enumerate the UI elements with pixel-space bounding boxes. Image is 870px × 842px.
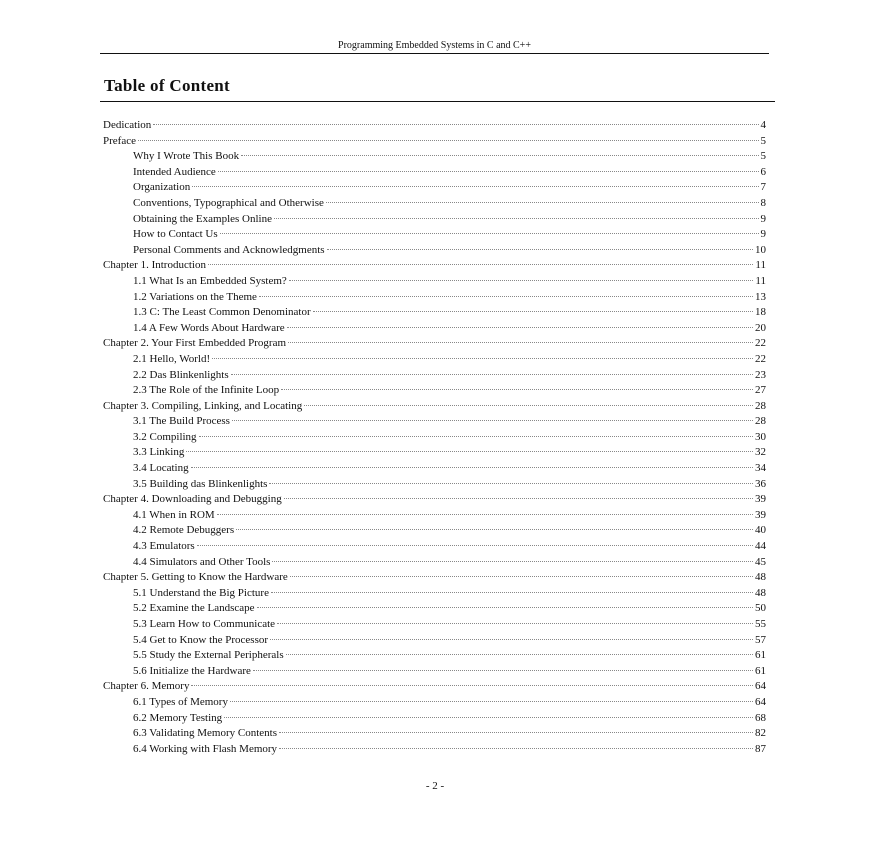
dot-leader (271, 592, 753, 593)
toc-entry[interactable] (103, 477, 766, 493)
dot-leader (212, 358, 753, 359)
toc-entry-label: 5.4 Get to Know the Processor (133, 633, 269, 646)
toc-entry[interactable] (103, 290, 766, 306)
toc-entry[interactable] (103, 586, 766, 602)
toc-entry[interactable] (103, 617, 766, 633)
toc-entry-label: 3.1 The Build Process (133, 415, 230, 428)
dot-leader (272, 561, 753, 562)
dot-leader (236, 529, 753, 530)
toc-entry-page: 20 (755, 321, 766, 334)
dot-leader (186, 451, 753, 452)
toc-entry[interactable] (103, 523, 766, 539)
toc-entry-page: 8 (760, 196, 766, 209)
toc-entry-page: 61 (755, 649, 766, 662)
toc-entry-page: 39 (755, 493, 766, 506)
toc-entry[interactable] (103, 258, 766, 274)
toc-entry[interactable] (103, 321, 766, 337)
dot-leader (230, 701, 753, 702)
dot-leader (304, 405, 753, 406)
toc-entry-page: 34 (755, 462, 766, 475)
dot-leader (220, 233, 759, 234)
toc-entry-label: Conventions, Typographical and Otherwise (133, 196, 324, 209)
toc-entry[interactable] (103, 305, 766, 321)
dot-leader (153, 124, 758, 125)
toc-entry-label: Why I Wrote This Book (133, 150, 240, 163)
dot-leader (289, 280, 754, 281)
toc-entry[interactable] (103, 274, 766, 290)
toc-entry-page: 50 (755, 602, 766, 615)
toc-entry-page: 10 (755, 243, 766, 256)
dot-leader (279, 748, 753, 749)
toc-entry[interactable] (103, 633, 766, 649)
toc-entry-page: 5 (760, 134, 766, 147)
toc-entry[interactable] (103, 648, 766, 664)
toc-entry-label: 1.3 C: The Least Common Denominator (133, 306, 311, 319)
toc-entry-label: 3.5 Building das Blinkenlights (133, 477, 268, 490)
toc-entry-label: Dedication (103, 119, 152, 131)
toc-entry-page: 9 (760, 212, 766, 225)
dot-leader (199, 436, 753, 437)
toc-entry-page: 9 (760, 228, 766, 241)
toc-entry[interactable] (103, 212, 766, 228)
toc-entry-label: How to Contact Us (133, 228, 218, 241)
toc-entry-label: Chapter 3. Compiling, Linking, and Locating (103, 399, 303, 412)
toc-entry[interactable] (103, 118, 766, 134)
toc-entry[interactable] (103, 492, 766, 508)
dot-leader (232, 420, 753, 421)
toc-entry[interactable] (103, 336, 766, 352)
dot-leader (231, 374, 753, 375)
toc-entry-label: 4.1 When in ROM (133, 508, 215, 521)
header-rule (100, 53, 769, 54)
toc-entry-label: Personal Comments and Acknowledgments (133, 243, 325, 256)
toc-entry-label: 2.3 The Role of the Infinite Loop (133, 384, 280, 397)
toc-entry-page: 36 (755, 477, 766, 490)
toc-entry[interactable] (103, 445, 766, 461)
dot-leader (197, 545, 753, 546)
toc-entry[interactable] (103, 679, 766, 695)
toc-entry-label: 5.2 Examine the Landscape (133, 602, 255, 615)
toc-entry[interactable] (103, 180, 766, 196)
dot-leader (290, 576, 753, 577)
dot-leader (281, 389, 753, 390)
toc-entry-page: 57 (755, 633, 766, 646)
dot-leader (279, 732, 753, 733)
page-number: - 2 - (425, 780, 445, 792)
toc-entry-label: 3.3 Linking (133, 446, 185, 459)
toc-entry-page: 30 (755, 430, 766, 443)
toc-entry-page: 27 (755, 384, 766, 397)
toc-entry-label: 5.5 Study the External Peripherals (133, 649, 284, 662)
toc-entry-page: 64 (755, 695, 766, 708)
toc-entry-page: 13 (755, 290, 766, 303)
toc-entry-page: 82 (755, 727, 766, 740)
dot-leader (274, 218, 759, 219)
toc-entry[interactable] (103, 243, 766, 259)
dot-leader (191, 467, 753, 468)
dot-leader (277, 623, 753, 624)
toc-entry[interactable] (103, 165, 766, 181)
dot-leader (253, 670, 753, 671)
dot-leader (218, 171, 759, 172)
toc-entry-label: 6.3 Validating Memory Contents (133, 727, 278, 740)
toc-entry-label: 5.1 Understand the Big Picture (133, 586, 269, 599)
toc-entry-label: 2.2 Das Blinkenlights (133, 368, 229, 381)
toc-entry-label: 6.2 Memory Testing (133, 711, 223, 724)
toc-entry[interactable] (103, 664, 766, 680)
toc-entry-label: 6.4 Working with Flash Memory (133, 742, 278, 755)
toc-entry[interactable] (103, 134, 766, 150)
toc-entry-label: 4.3 Emulators (133, 540, 195, 553)
toc-entry[interactable] (103, 414, 766, 430)
toc-entry[interactable] (103, 399, 766, 415)
dot-leader (327, 249, 753, 250)
toc-entry-page: 40 (755, 524, 766, 537)
toc-entry-page: 6 (760, 165, 766, 178)
dot-leader (284, 498, 753, 499)
dot-leader (269, 483, 753, 484)
toc-entry-label: 6.1 Types of Memory (133, 695, 228, 708)
toc-entry-label: Chapter 1. Introduction (103, 259, 206, 272)
toc-entry-page: 48 (755, 571, 766, 584)
toc-entry-label: Intended Audience (133, 165, 216, 178)
toc-entry-page: 5 (760, 150, 766, 163)
toc-entry[interactable] (103, 555, 766, 571)
toc-entry-label: 5.6 Initialize the Hardware (133, 664, 251, 677)
toc-entry[interactable] (103, 430, 766, 446)
toc-entry-label: Chapter 5. Getting to Know the Hardware (103, 571, 288, 584)
toc-entry[interactable] (103, 383, 766, 399)
toc-entry-page: 22 (755, 352, 766, 365)
toc-entry[interactable] (103, 368, 766, 384)
dot-leader (191, 685, 753, 686)
toc-entry-label: 5.3 Learn How to Communicate (133, 618, 276, 630)
dot-leader (241, 155, 758, 156)
dot-leader (270, 639, 753, 640)
toc-entry-label: Chapter 2. Your First Embedded Program (103, 337, 287, 350)
toc-entry[interactable] (103, 196, 766, 212)
dot-leader (313, 311, 753, 312)
toc-entry-page: 55 (755, 618, 766, 630)
toc-entry[interactable] (103, 227, 766, 243)
toc-entry-page: 18 (755, 306, 766, 319)
dot-leader (208, 264, 753, 265)
toc-entry-label: 3.2 Compiling (133, 430, 197, 443)
toc-entry-page: 45 (755, 555, 766, 568)
toc-entry[interactable] (103, 601, 766, 617)
toc-entry[interactable] (103, 695, 766, 711)
toc-entry-page: 22 (755, 337, 766, 350)
toc-entry-page: 28 (755, 415, 766, 428)
dot-leader (217, 514, 753, 515)
toc-entry-page: 32 (755, 446, 766, 459)
toc-entry-label: Chapter 4. Downloading and Debugging (103, 493, 282, 506)
toc-entry-label: Chapter 6. Memory (103, 680, 190, 693)
toc-entry[interactable] (103, 570, 766, 586)
dot-leader (192, 186, 758, 187)
toc-entry-page: 64 (755, 680, 766, 693)
toc-entry-label: Organization (133, 181, 191, 194)
toc-entry-label: 1.1 What Is an Embedded System? (133, 274, 287, 287)
toc-entry[interactable] (103, 508, 766, 524)
dot-leader (257, 607, 753, 608)
dot-leader (286, 654, 753, 655)
toc-entry-page: 87 (755, 742, 766, 755)
toc-entry-page: 11 (755, 259, 766, 272)
toc-entry[interactable] (103, 726, 766, 742)
toc-entry-label: 1.4 A Few Words About Hardware (133, 321, 285, 334)
toc-entry-page: 39 (755, 508, 766, 521)
dot-leader (259, 296, 753, 297)
toc-entry-label: Obtaining the Examples Online (133, 212, 272, 225)
toc-entry[interactable] (103, 539, 766, 555)
toc-entry-page: 23 (755, 368, 766, 381)
toc-entry-label: Preface (103, 134, 136, 147)
toc-entry[interactable] (103, 711, 766, 727)
toc-entry-page: 48 (755, 586, 766, 599)
dot-leader (138, 140, 759, 141)
toc-entry-page: 61 (755, 664, 766, 677)
dot-leader (224, 717, 753, 718)
toc-entry-page: 44 (755, 540, 766, 553)
toc-entry-label: 3.4 Locating (133, 462, 189, 475)
table-of-contents (103, 118, 766, 757)
toc-entry-page: 11 (755, 274, 766, 287)
title-rule (100, 101, 775, 102)
toc-entry-label: 4.2 Remote Debuggers (133, 524, 235, 537)
dot-leader (287, 327, 753, 328)
running-header: Programming Embedded Systems in C and C++ (338, 40, 531, 51)
toc-entry-page: 4 (760, 119, 766, 131)
toc-entry-label: 1.2 Variations on the Theme (133, 290, 257, 303)
toc-entry[interactable] (103, 352, 766, 368)
toc-entry-page: 7 (760, 181, 766, 194)
toc-entry-page: 28 (755, 399, 766, 412)
toc-entry[interactable] (103, 461, 766, 477)
page-title: Table of Content (104, 76, 231, 95)
toc-entry-label: 4.4 Simulators and Other Tools (133, 555, 271, 568)
toc-entry[interactable] (103, 742, 766, 758)
dot-leader (288, 342, 753, 343)
toc-entry-label: 2.1 Hello, World! (133, 352, 211, 365)
toc-entry-page: 68 (755, 711, 766, 724)
dot-leader (326, 202, 759, 203)
toc-entry[interactable] (103, 149, 766, 165)
